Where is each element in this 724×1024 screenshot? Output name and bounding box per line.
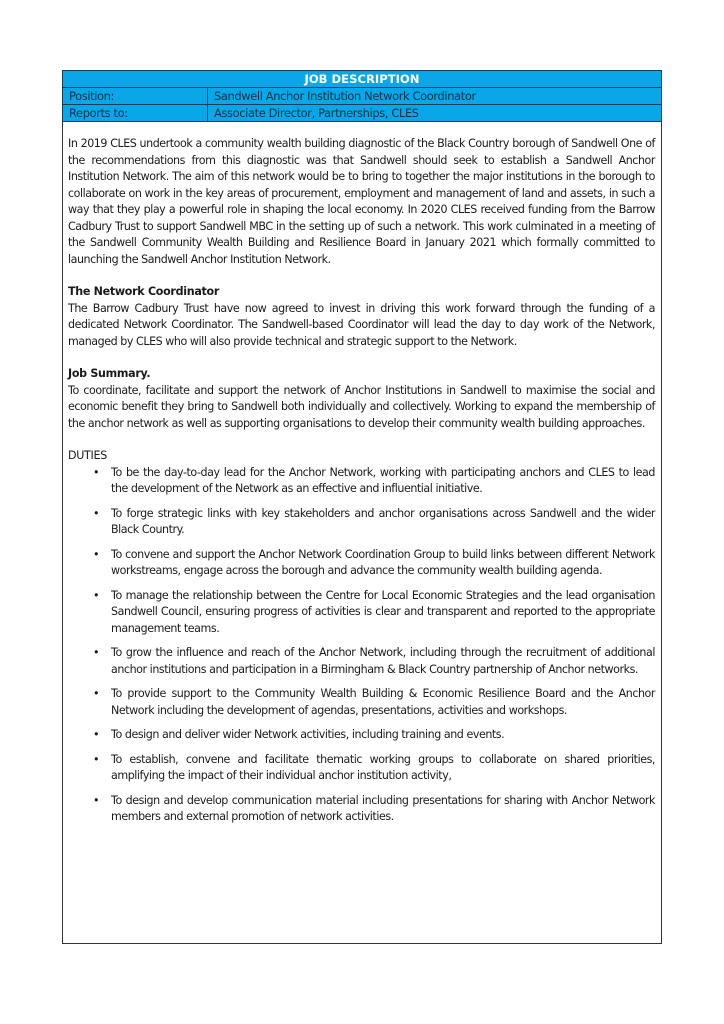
duty-item <box>68 547 655 580</box>
intro-paragraph: In 2019 CLES undertook a community wealth building diagnostic of the Black Country borough of Sandwell One of the recommendations from this diagnostic was that Sandwell should seek to establish a Sandwell Anchor Institution Network. The aim of this network would be to bring to together the major institutions in the borough to collaborate on work in the key areas of procurement, employment and management of land and assets, in such a way that they play a powerful role in shaping the local economy. In 2020 CLES received funding from the Barrow Cadbury Trust to support Sandwell MBC in the setting up of such a network. This work culminated in a meeting of the Sandwell Community Wealth Building and Resilience Board in January 2021 which formally committed to launching the Sandwell Anchor Institution Network. <box>68 137 655 266</box>
duty-item <box>68 752 655 785</box>
duty-text: To forge strategic links with key stakeholders and anchor organisations across Sandwell and the wider Black Country. <box>111 506 655 536</box>
job-summary-text: To coordinate, facilitate and support the network of Anchor Institutions in Sandwell to maximise the social and economic benefit they bring to Sandwell both individually and collectively. Working to expand the membership of the anchor network as well as supporting organisations to develop their community wealth building approaches. <box>68 383 655 430</box>
duty-text: To be the day-to-day lead for the Anchor Network, working with participating anchors and CLES to lead the development of the Network as an effective and influential initiative. <box>111 465 655 495</box>
job-description-header-table <box>62 70 662 122</box>
duty-text: To design and develop communication material including presentations for sharing with Anchor Network members and external promotion of network activities. <box>111 793 655 823</box>
bullet-icon: • <box>93 752 100 766</box>
duties-section <box>68 448 655 826</box>
duty-item <box>68 686 655 719</box>
bullet-icon: • <box>93 506 100 520</box>
job-description-body <box>62 122 662 944</box>
network-coordinator-section <box>68 284 655 350</box>
duty-item <box>68 506 655 539</box>
duties-list <box>68 465 655 826</box>
bullet-icon: • <box>93 588 100 602</box>
job-summary-heading: Job Summary. <box>68 367 151 380</box>
duty-text: To establish, convene and facilitate thematic working groups to collaborate on shared priorities, amplifying the impact of their individual anchor institution activity, <box>111 752 655 782</box>
duty-item <box>68 465 655 498</box>
duty-item <box>68 645 655 678</box>
bullet-icon: • <box>93 465 100 479</box>
position-value: Sandwell Anchor Institution Network Coordinator <box>208 88 662 105</box>
duty-item <box>68 793 655 826</box>
duties-heading: DUTIES <box>68 449 107 462</box>
reports-to-label: Reports to: <box>63 105 208 122</box>
bullet-icon: • <box>93 687 100 700</box>
duty-text: To design and deliver wider Network activities, including training and events. <box>111 728 505 741</box>
bullet-icon: • <box>93 547 100 561</box>
reports-to-value: Associate Director, Partnerships, CLES <box>208 105 662 122</box>
bullet-icon: • <box>93 646 100 659</box>
duty-text: To grow the influence and reach of the Anchor Network, including through the recruitment of additional anchor institutions and participation in a Birmingham & Black Country partnership of Anchor networks. <box>111 646 655 676</box>
position-label: Position: <box>63 88 208 105</box>
bullet-icon: • <box>93 793 100 807</box>
position-row <box>63 88 662 105</box>
duty-text: To convene and support the Anchor Network Coordination Group to build links between different Network workstreams, engage across the borough and advance the community wealth building agenda. <box>111 547 655 577</box>
header-title-row <box>63 71 662 88</box>
duty-item <box>68 588 655 638</box>
network-coordinator-heading: The Network Coordinator <box>68 285 220 298</box>
job-summary-section <box>68 366 655 432</box>
job-description-document <box>62 70 662 944</box>
reports-to-row <box>63 105 662 122</box>
network-coordinator-text: The Barrow Cadbury Trust have now agreed to invest in driving this work forward through the funding of a dedicated Network Coordinator. The Sandwell-based Coordinator will lead the day to day work of the Network, managed by CLES who will also provide technical and strategic support to the Network. <box>68 301 655 348</box>
duty-text: To manage the relationship between the Centre for Local Economic Strategies and the lead organisation Sandwell Council, ensuring progress of activities is clear and transparent and reported to the appropriate management teams. <box>111 588 655 635</box>
document-title: JOB DESCRIPTION <box>63 71 662 88</box>
duty-item <box>68 727 655 744</box>
duty-text: To provide support to the Community Wealth Building & Economic Resilience Board and the Anchor Network including the development of agendas, presentations, activities and workshops. <box>111 687 655 717</box>
bullet-icon: • <box>93 728 100 741</box>
